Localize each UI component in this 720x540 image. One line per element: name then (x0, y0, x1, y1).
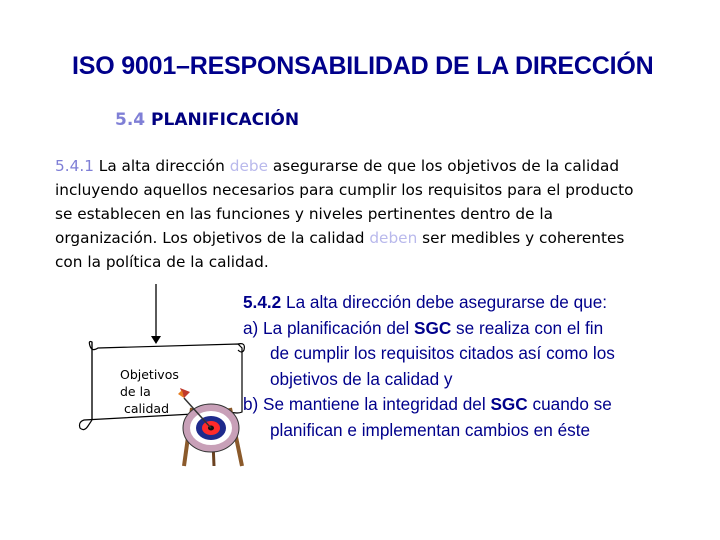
para-line: con la política de la calidad. (55, 253, 269, 271)
paragraph-5-4-2 (243, 290, 713, 443)
target-easel-icon (178, 378, 250, 470)
para-text: se realiza con el fin (451, 317, 604, 338)
highlight-word: debe (229, 157, 268, 175)
section-heading (115, 110, 299, 130)
scroll-label-line: Objetivos (120, 367, 179, 382)
para-text: ser medibles y coherentes (417, 229, 625, 247)
scroll-label-line: calidad (124, 401, 170, 416)
scroll-label-line: de la (120, 384, 151, 399)
item-b-line: planifican e implementan cambios en éste (270, 419, 591, 440)
item-a-line: de cumplir los requisitos citados así como los (270, 343, 615, 363)
highlight-word: deben (369, 229, 418, 247)
para-line (55, 226, 665, 250)
arrow-head (151, 336, 161, 344)
para-line: se establecen en las funciones y niveles pertinentes dentro de la (55, 205, 554, 223)
para-line (55, 154, 665, 178)
slide-title: ISO 9001–RESPONSABILIDAD DE LA DIRECCIÓN (72, 52, 654, 80)
para-text: b) Se mantiene la integridad del (243, 394, 491, 414)
clause-number: 5.4.2 (243, 292, 282, 312)
para-text: La alta dirección debe asegurarse de que: (281, 292, 608, 312)
item-b-line (243, 392, 713, 418)
paragraph-5-4-1 (55, 154, 665, 274)
section-name: PLANIFICACIÓN (151, 110, 300, 130)
sgc-term: SGC (414, 317, 452, 338)
para-text: La alta dirección (93, 157, 230, 175)
para2-intro (243, 290, 713, 316)
para-text: a) La planificación del (243, 317, 415, 338)
para-text: asegurarse de que los objetivos de la calidad (267, 157, 620, 175)
item-a-line: objetivos de la calidad y (270, 368, 453, 389)
sgc-term: SGC (490, 394, 528, 414)
scroll-label (120, 366, 179, 417)
section-number: 5.4 (115, 110, 146, 130)
para-text: cuando se (527, 394, 612, 414)
para-line: incluyendo aquellos necesarios para cumplir los requisitos para el producto (55, 181, 634, 199)
item-a-line (243, 316, 713, 342)
para-text: organización. Los objetivos de la calidad (55, 229, 370, 247)
clause-number: 5.4.1 (55, 157, 94, 175)
